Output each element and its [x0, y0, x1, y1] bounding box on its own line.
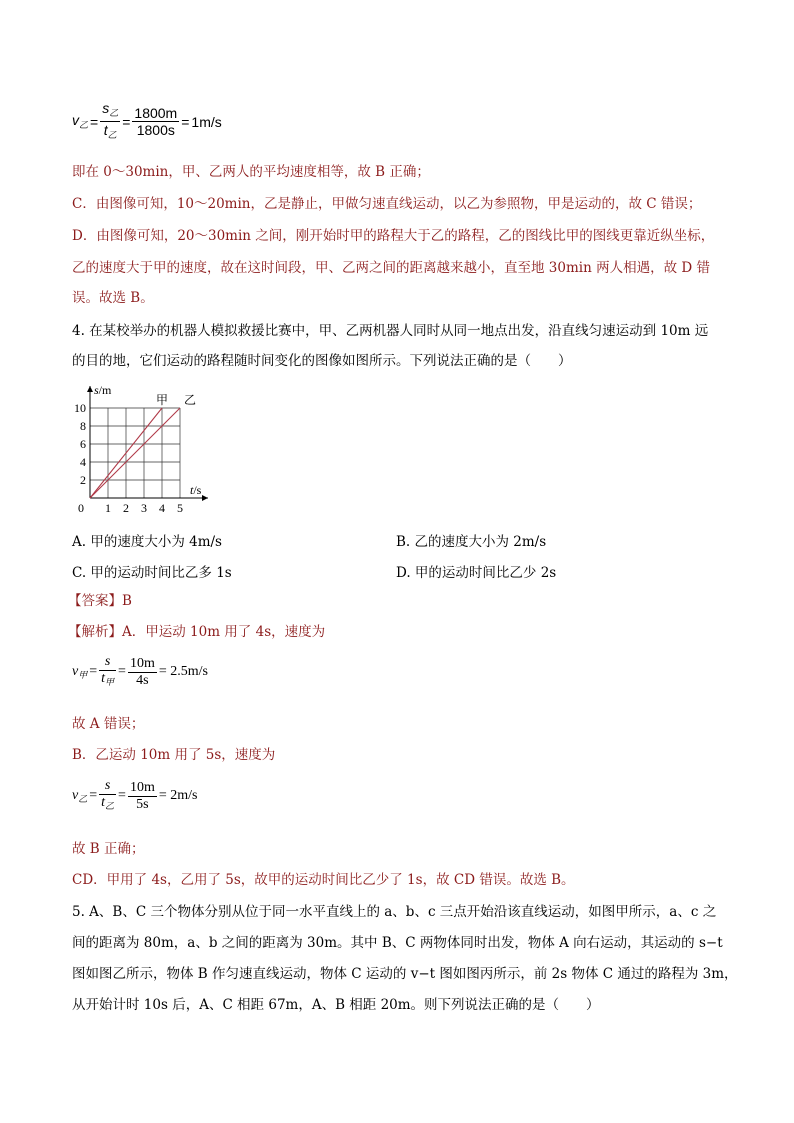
answer-label: 【答案】	[68, 593, 122, 609]
question-5-stem: 5. A、B、C 三个物体分别从位于同一水平直线上的 a、b、c 三点开始沿该直线运动，如图甲所示，a、c 之	[72, 904, 717, 920]
explanation-line: 误。故选 B。	[72, 290, 154, 306]
series-label: 乙	[184, 393, 197, 407]
explanation-line: 乙的速度大于甲的速度，故在这时间段，甲、乙两之间的距离越来越小，直至地 30min 两人相遇，故 D 错	[72, 260, 710, 276]
answer-line	[68, 592, 132, 610]
x-axis-label: t/s	[190, 483, 202, 497]
y-tick-label: 4	[80, 455, 86, 469]
y-axis-arrow	[87, 386, 93, 392]
option-b: B. 乙的速度大小为 2m/s	[396, 534, 547, 550]
analysis-label: 【解析】	[68, 624, 122, 640]
eq-result: 1m/s	[191, 113, 222, 130]
equation-speed-yi-2: $v_乙$ = $\frac{s}{t_乙}$ = $\frac{10m}{5s}$ = 2m/s	[72, 778, 198, 812]
y-tick-label: 10	[74, 401, 86, 415]
question-4-stem: 的目的地，它们运动的路程随时间变化的图像如图所示。下列说法正确的是（ ）	[72, 353, 572, 369]
option-a: A. 甲的速度大小为 4m/s	[72, 534, 222, 550]
series-line-yi	[90, 408, 180, 498]
analysis-line	[68, 623, 325, 641]
eq-lhs: $v_乙$	[72, 112, 89, 130]
equation-speed-jia: $v_甲$ = $\frac{s}{t_甲}$ = $\frac{10m}{4s}$ = 2.5m/s	[72, 654, 208, 688]
question-5-stem: 从开始计时 10s 后，A、C 相距 67m，A、B 相距 20m。则下列说法正确的是（ ）	[72, 997, 600, 1013]
y-tick-label: 2	[80, 473, 86, 487]
conclusion-cd: CD．甲用了 4s，乙用了 5s，故甲的运动时间比乙少了 1s，故 CD 错误。故选 B。	[72, 872, 575, 888]
conclusion-b: 故 B 正确；	[72, 841, 145, 857]
explanation-line: D．由图像可知，20～30min 之间，刚开始时甲的路程大于乙的路程，乙的图线比甲的图线更靠近纵坐标，	[72, 228, 715, 244]
x-tick-label: 4	[159, 501, 165, 515]
option-c: C. 甲的运动时间比乙多 1s	[72, 565, 232, 581]
conclusion-a: 故 A 错误；	[72, 716, 145, 732]
y-axis-label: s/m	[94, 383, 112, 397]
x-tick-label: 5	[177, 501, 183, 515]
s-t-graph	[70, 380, 230, 520]
origin-label: 0	[78, 501, 84, 515]
y-tick-label: 6	[80, 437, 86, 451]
answer-value: B	[122, 593, 132, 609]
question-5-stem: 图如图乙所示，物体 B 作匀速直线运动，物体 C 运动的 v−t 图如图丙所示，前 2s 物体 C 通过的路程为 3m，	[72, 966, 738, 982]
x-tick-label: 1	[105, 501, 111, 515]
question-5-stem: 间的距离为 80m，a、b 之间的距离为 30m。其中 B、C 两物体同时出发，物体 A 向右运动，其运动的 s−t	[72, 935, 723, 951]
x-axis-arrow	[202, 495, 208, 501]
eq-numerator: 1800m	[134, 105, 178, 121]
x-tick-label: 3	[141, 501, 147, 515]
analysis-part-b: B．乙运动 10m 用了 5s，速度为	[72, 747, 276, 763]
explanation-line: C．由图像可知，10～20min，乙是静止，甲做匀速直线运动，以乙为参照物，甲是运动的，故 C 错误；	[72, 196, 702, 212]
analysis-text: A．甲运动 10m 用了 4s，速度为	[122, 624, 326, 640]
explanation-line: 即在 0～30min，甲、乙两人的平均速度相等，故 B 正确；	[72, 164, 430, 180]
y-tick-label: 8	[80, 419, 86, 433]
option-d: D. 甲的运动时间比乙少 2s	[396, 565, 557, 581]
eq-denominator: 1800s	[136, 122, 175, 138]
question-4-stem: 4. 在某校举办的机器人模拟救援比赛中，甲、乙两机器人同时从同一地点出发，沿直线匀速运动到 10m 远	[72, 323, 709, 339]
equation-speed-yi-1: $v_乙$ = $\frac{s_乙}{t_乙}$ = $\frac{1800m}{1800s}$ = 1m/s	[72, 100, 222, 140]
eq-result: = 2.5m/s	[158, 664, 208, 679]
eq-result: = 2m/s	[158, 788, 198, 803]
series-label: 甲	[156, 393, 169, 407]
x-tick-label: 2	[123, 501, 129, 515]
